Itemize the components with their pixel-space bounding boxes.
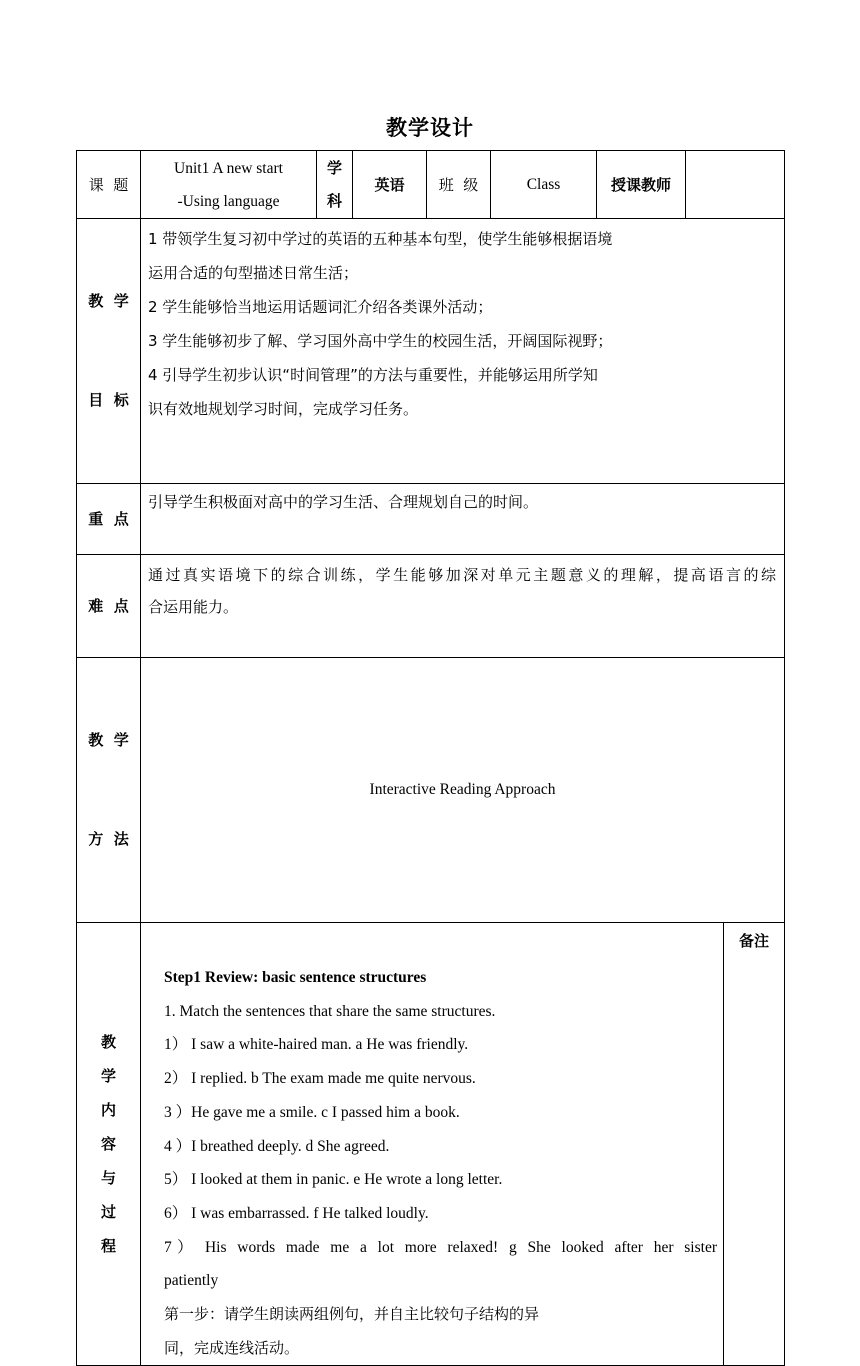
match-item: 6） I was embarrassed. f He talked loudly. xyxy=(164,1204,429,1222)
remarks-cell xyxy=(724,923,785,1366)
topic-label: 课 题 xyxy=(77,151,141,219)
process-label-char: 与 xyxy=(100,1169,116,1188)
objectives-row xyxy=(77,219,785,484)
objective-line: 1 带领学生复习初中学过的英语的五种基本句型，使学生能够根据语境 xyxy=(148,230,613,248)
process-label-char: 教 xyxy=(100,1033,116,1052)
process-content xyxy=(141,923,724,1366)
methods-label-line-2: 方 法 xyxy=(88,830,129,848)
header-row xyxy=(77,151,785,219)
objectives-content xyxy=(141,219,785,484)
match-item: 1） I saw a white-haired man. a He was friendly. xyxy=(164,1036,469,1054)
objective-line: 4 引导学生初步认识“时间管理”的方法与重要性，并能够运用所学知 xyxy=(148,366,598,384)
methods-row xyxy=(77,658,785,923)
match-item: 2） I replied. b The exam made me quite nervous. xyxy=(164,1070,476,1088)
process-label-char: 程 xyxy=(100,1237,116,1256)
process-label-char: 过 xyxy=(100,1203,116,1222)
difficulties-row xyxy=(77,555,785,658)
step-title: Step1 Review: basic sentence structures xyxy=(164,969,427,986)
subject-value: 英语 xyxy=(353,151,427,219)
topic-line-2: -Using language xyxy=(177,192,280,210)
step-instruction: 1. Match the sentences that share the same structures. xyxy=(164,1002,496,1020)
class-value: Class xyxy=(491,151,597,219)
match-item: 4 ）I breathed deeply. d She agreed. xyxy=(164,1137,390,1155)
key-points-row xyxy=(77,484,785,555)
match-item-7-line-1: 7 ） His words made me a lot more relaxed! g She looked after her sister xyxy=(164,1238,717,1256)
subject-label-char-2: 科 xyxy=(326,191,342,210)
objectives-label xyxy=(77,219,141,484)
teaching-note-line-1: 第一步：请学生朗读两组例句，并自主比较句子结构的异 xyxy=(164,1305,540,1324)
objectives-label-line-2: 目 标 xyxy=(88,391,129,409)
objective-line: 运用合适的句型描述日常生活； xyxy=(148,264,359,282)
process-label-char: 内 xyxy=(100,1101,116,1120)
lesson-plan-table xyxy=(76,150,785,1366)
topic-line-1: Unit1 A new start xyxy=(174,159,283,177)
teaching-note-line-2: 同，完成连线活动。 xyxy=(164,1338,300,1357)
objective-line: 2 学生能够恰当地运用话题词汇介绍各类课外活动； xyxy=(148,298,493,316)
methods-label xyxy=(77,658,141,923)
process-label-char: 学 xyxy=(100,1067,116,1086)
key-points-label: 重 点 xyxy=(77,484,141,555)
process-row xyxy=(77,923,785,1366)
match-item-7-line-2: patiently xyxy=(164,1272,219,1290)
class-label: 班 级 xyxy=(427,151,491,219)
topic-value xyxy=(141,151,317,219)
methods-text: Interactive Reading Approach xyxy=(141,658,785,923)
objectives-label-line-1: 教 学 xyxy=(88,292,129,310)
subject-label xyxy=(317,151,353,219)
difficulties-line-2: 合运用能力。 xyxy=(148,598,239,616)
key-points-text: 引导学生积极面对高中的学习生活、合理规划自己的时间。 xyxy=(141,484,785,555)
difficulties-label: 难 点 xyxy=(77,555,141,658)
methods-label-line-1: 教 学 xyxy=(88,731,129,749)
process-label-char: 容 xyxy=(100,1135,116,1154)
objective-line: 识有效地规划学习时间，完成学习任务。 xyxy=(148,400,419,418)
match-item: 3 ）He gave me a smile. c I passed him a book. xyxy=(164,1103,460,1121)
difficulties-content xyxy=(141,555,785,658)
page-title: 教学设计 xyxy=(386,116,474,140)
teacher-value xyxy=(686,151,785,219)
subject-label-char-1: 学 xyxy=(326,158,342,177)
process-label xyxy=(77,923,141,1366)
match-item: 5） I looked at them in panic. e He wrote a long letter. xyxy=(164,1171,503,1189)
objective-line: 3 学生能够初步了解、学习国外高中学生的校园生活，开阔国际视野； xyxy=(148,332,613,350)
remarks-label: 备注 xyxy=(738,932,769,950)
teacher-label: 授课教师 xyxy=(597,151,686,219)
difficulties-line-1: 通过真实语境下的综合训练，学生能够加深对单元主题意义的理解，提高语言的综 xyxy=(148,566,776,584)
